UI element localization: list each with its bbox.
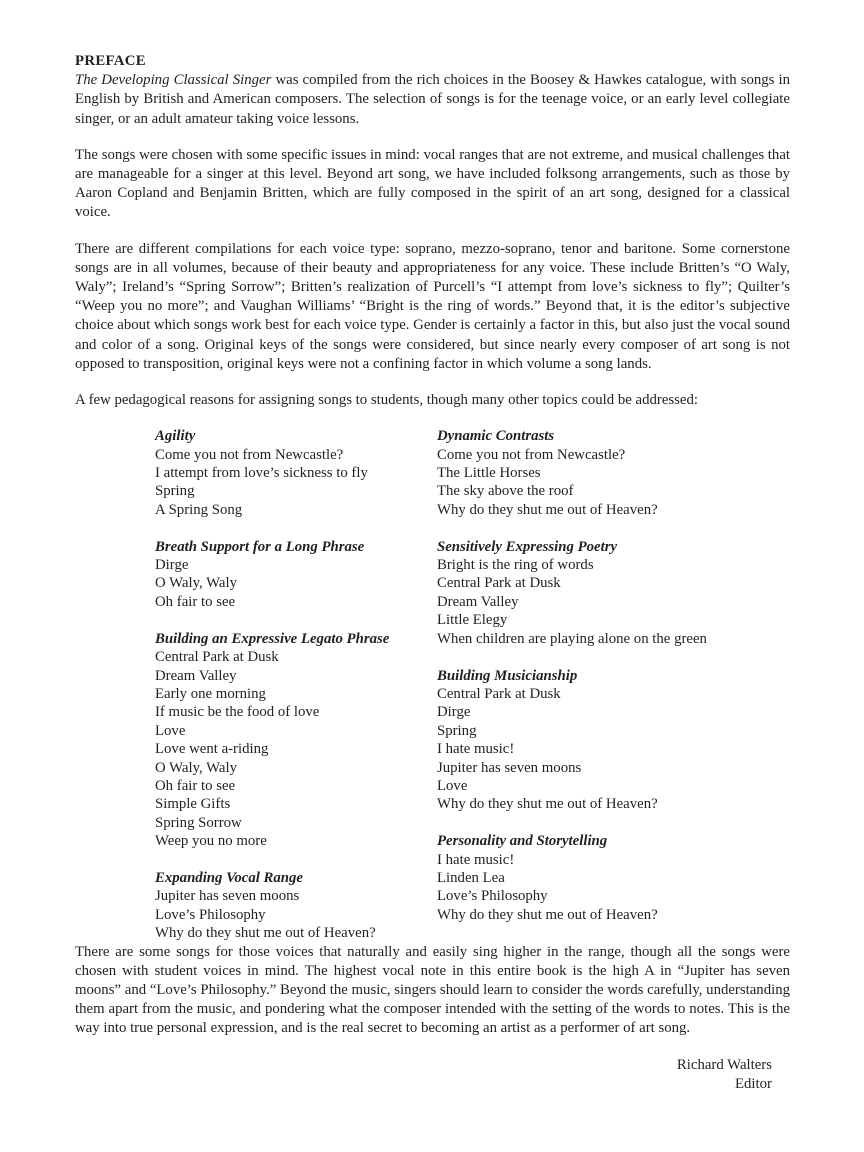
song-title: I hate music! [437, 741, 515, 758]
song-title: Love’s Philosophy [437, 888, 548, 905]
signature-block [75, 1056, 772, 1094]
song-title: Simple Gifts [155, 796, 231, 813]
song-category-group-vocal-range [155, 869, 437, 943]
song-title: A Spring Song [155, 501, 243, 518]
song-category-group-dynamic-contrasts [437, 427, 790, 519]
song-category-group-agility [155, 427, 437, 519]
song-title: Central Park at Dusk [437, 685, 561, 702]
song-category-group-expressing-poetry [437, 538, 790, 648]
song-category-group-breath-support [155, 538, 437, 612]
song-title: Dirge [155, 557, 189, 574]
category-heading: Expanding Vocal Range [155, 869, 303, 886]
song-title: Weep you no more [155, 833, 267, 850]
song-category-group-storytelling [437, 832, 790, 924]
song-title: I hate music! [437, 851, 515, 868]
song-title: Jupiter has seven moons [155, 888, 300, 905]
song-title: Love went a-riding [155, 741, 269, 758]
song-title: Dirge [437, 704, 471, 721]
lead-in-paragraph: A few pedagogical reasons for assigning songs to students, though many other topics could be addressed: [75, 392, 698, 409]
song-title: When children are playing alone on the green [437, 630, 707, 647]
song-title: Spring [155, 483, 195, 500]
song-title: Linden Lea [437, 869, 505, 886]
category-heading: Building Musicianship [437, 667, 578, 684]
song-title: Love [437, 777, 468, 794]
song-title: Dream Valley [155, 667, 237, 684]
song-title: I attempt from love’s sickness to fly [155, 465, 368, 482]
song-title: Jupiter has seven moons [437, 759, 582, 776]
song-category-group-legato-phrase [155, 630, 437, 851]
song-title: Why do they shut me out of Heaven? [437, 796, 658, 813]
category-heading: Agility [155, 428, 196, 445]
closing-paragraph: There are some songs for those voices that naturally and easily sing higher in the range, though all the songs were chosen with student voices in mind. The highest vocal note in this entire book is the high A in “Jupiter has seven moons” and “Love’s Philosophy.” Beyond the music, singers should learn to consider the words carefully, understanding them apart from the music, and pondering what the composer intended with the setting of the words to notes. This is the way into true personal expression, and is the real secret to becoming an artist as a performer of art song. [75, 943, 790, 1037]
category-heading: Dynamic Contrasts [437, 428, 555, 445]
song-title: Come you not from Newcastle? [155, 446, 344, 463]
signature-role: Editor [735, 1075, 772, 1092]
song-title: Love [155, 722, 186, 739]
song-title: Oh fair to see [155, 593, 236, 610]
song-title: Why do they shut me out of Heaven? [437, 906, 658, 923]
song-list-left-column [155, 427, 437, 942]
category-heading: Building an Expressive Legato Phrase [155, 630, 390, 647]
song-title: The sky above the roof [437, 483, 574, 500]
song-title: Early one morning [155, 685, 266, 702]
intro-paragraph-text: was compiled from the rich choices in the Boosey & Hawkes catalogue, with songs in English by British and American composers. The selection of songs is for the teenage voice, or an early level collegiate singer, or an adult amateur taking voice lessons. [75, 72, 790, 127]
category-heading: Breath Support for a Long Phrase [155, 538, 365, 555]
song-title: Oh fair to see [155, 777, 236, 794]
song-category-group-musicianship [437, 667, 790, 814]
category-heading: Personality and Storytelling [437, 833, 608, 850]
song-title: Love’s Philosophy [155, 906, 266, 923]
song-title: Central Park at Dusk [437, 575, 561, 592]
song-list-right-column [437, 427, 790, 942]
song-title: Spring [437, 722, 477, 739]
song-title: O Waly, Waly [155, 759, 238, 776]
song-title: The Little Horses [437, 465, 541, 482]
song-title: Bright is the ring of words [437, 557, 594, 574]
song-title: If music be the food of love [155, 704, 320, 721]
song-title: Why do they shut me out of Heaven? [155, 925, 376, 942]
song-title: Why do they shut me out of Heaven? [437, 501, 658, 518]
song-title: Little Elegy [437, 612, 508, 629]
category-heading: Sensitively Expressing Poetry [437, 538, 618, 555]
pedagogical-song-lists [155, 427, 790, 942]
song-title: Central Park at Dusk [155, 649, 279, 666]
song-title: Come you not from Newcastle? [437, 446, 626, 463]
song-title: Dream Valley [437, 593, 519, 610]
book-title: The Developing Classical Singer [75, 72, 272, 89]
song-title: O Waly, Waly [155, 575, 238, 592]
paragraph-song-selection: The songs were chosen with some specific issues in mind: vocal ranges that are not extreme, and musical challenges that are manageable for a singer at this level. Beyond art song, we have included folksong arrangements, such as those by Aaron Copland and Benjamin Britten, which are fully composed in the spirit of an art song, designed for a classical voice. [75, 146, 790, 221]
intro-paragraph [75, 71, 790, 129]
preface-heading: PREFACE [75, 53, 146, 69]
paragraph-voice-types: There are different compilations for each voice type: soprano, mezzo-soprano, tenor and baritone. Some cornerstone songs are in all volumes, because of their beauty and appropriateness for any voice. These include Britten’s “O Waly, Waly”; Ireland’s “Spring Sorrow”; Britten’s realization of Purcell’s “I attempt from love’s sickness to fly”; Quilter’s “Weep you no more”; and Vaughan Williams’ “Bright is the ring of words.” Beyond that, it is the editor’s subjective choice about which songs work best for each voice type. Gender is certainly a factor in this, but also just the vocal sound and color of a song. Original keys of the songs were considered, but since nearly every composer of art song is not opposed to transposition, original keys were not a confining factor in which volume a song lands. [75, 240, 790, 372]
signature-name: Richard Walters [676, 1056, 772, 1073]
song-title: Spring Sorrow [155, 814, 242, 831]
